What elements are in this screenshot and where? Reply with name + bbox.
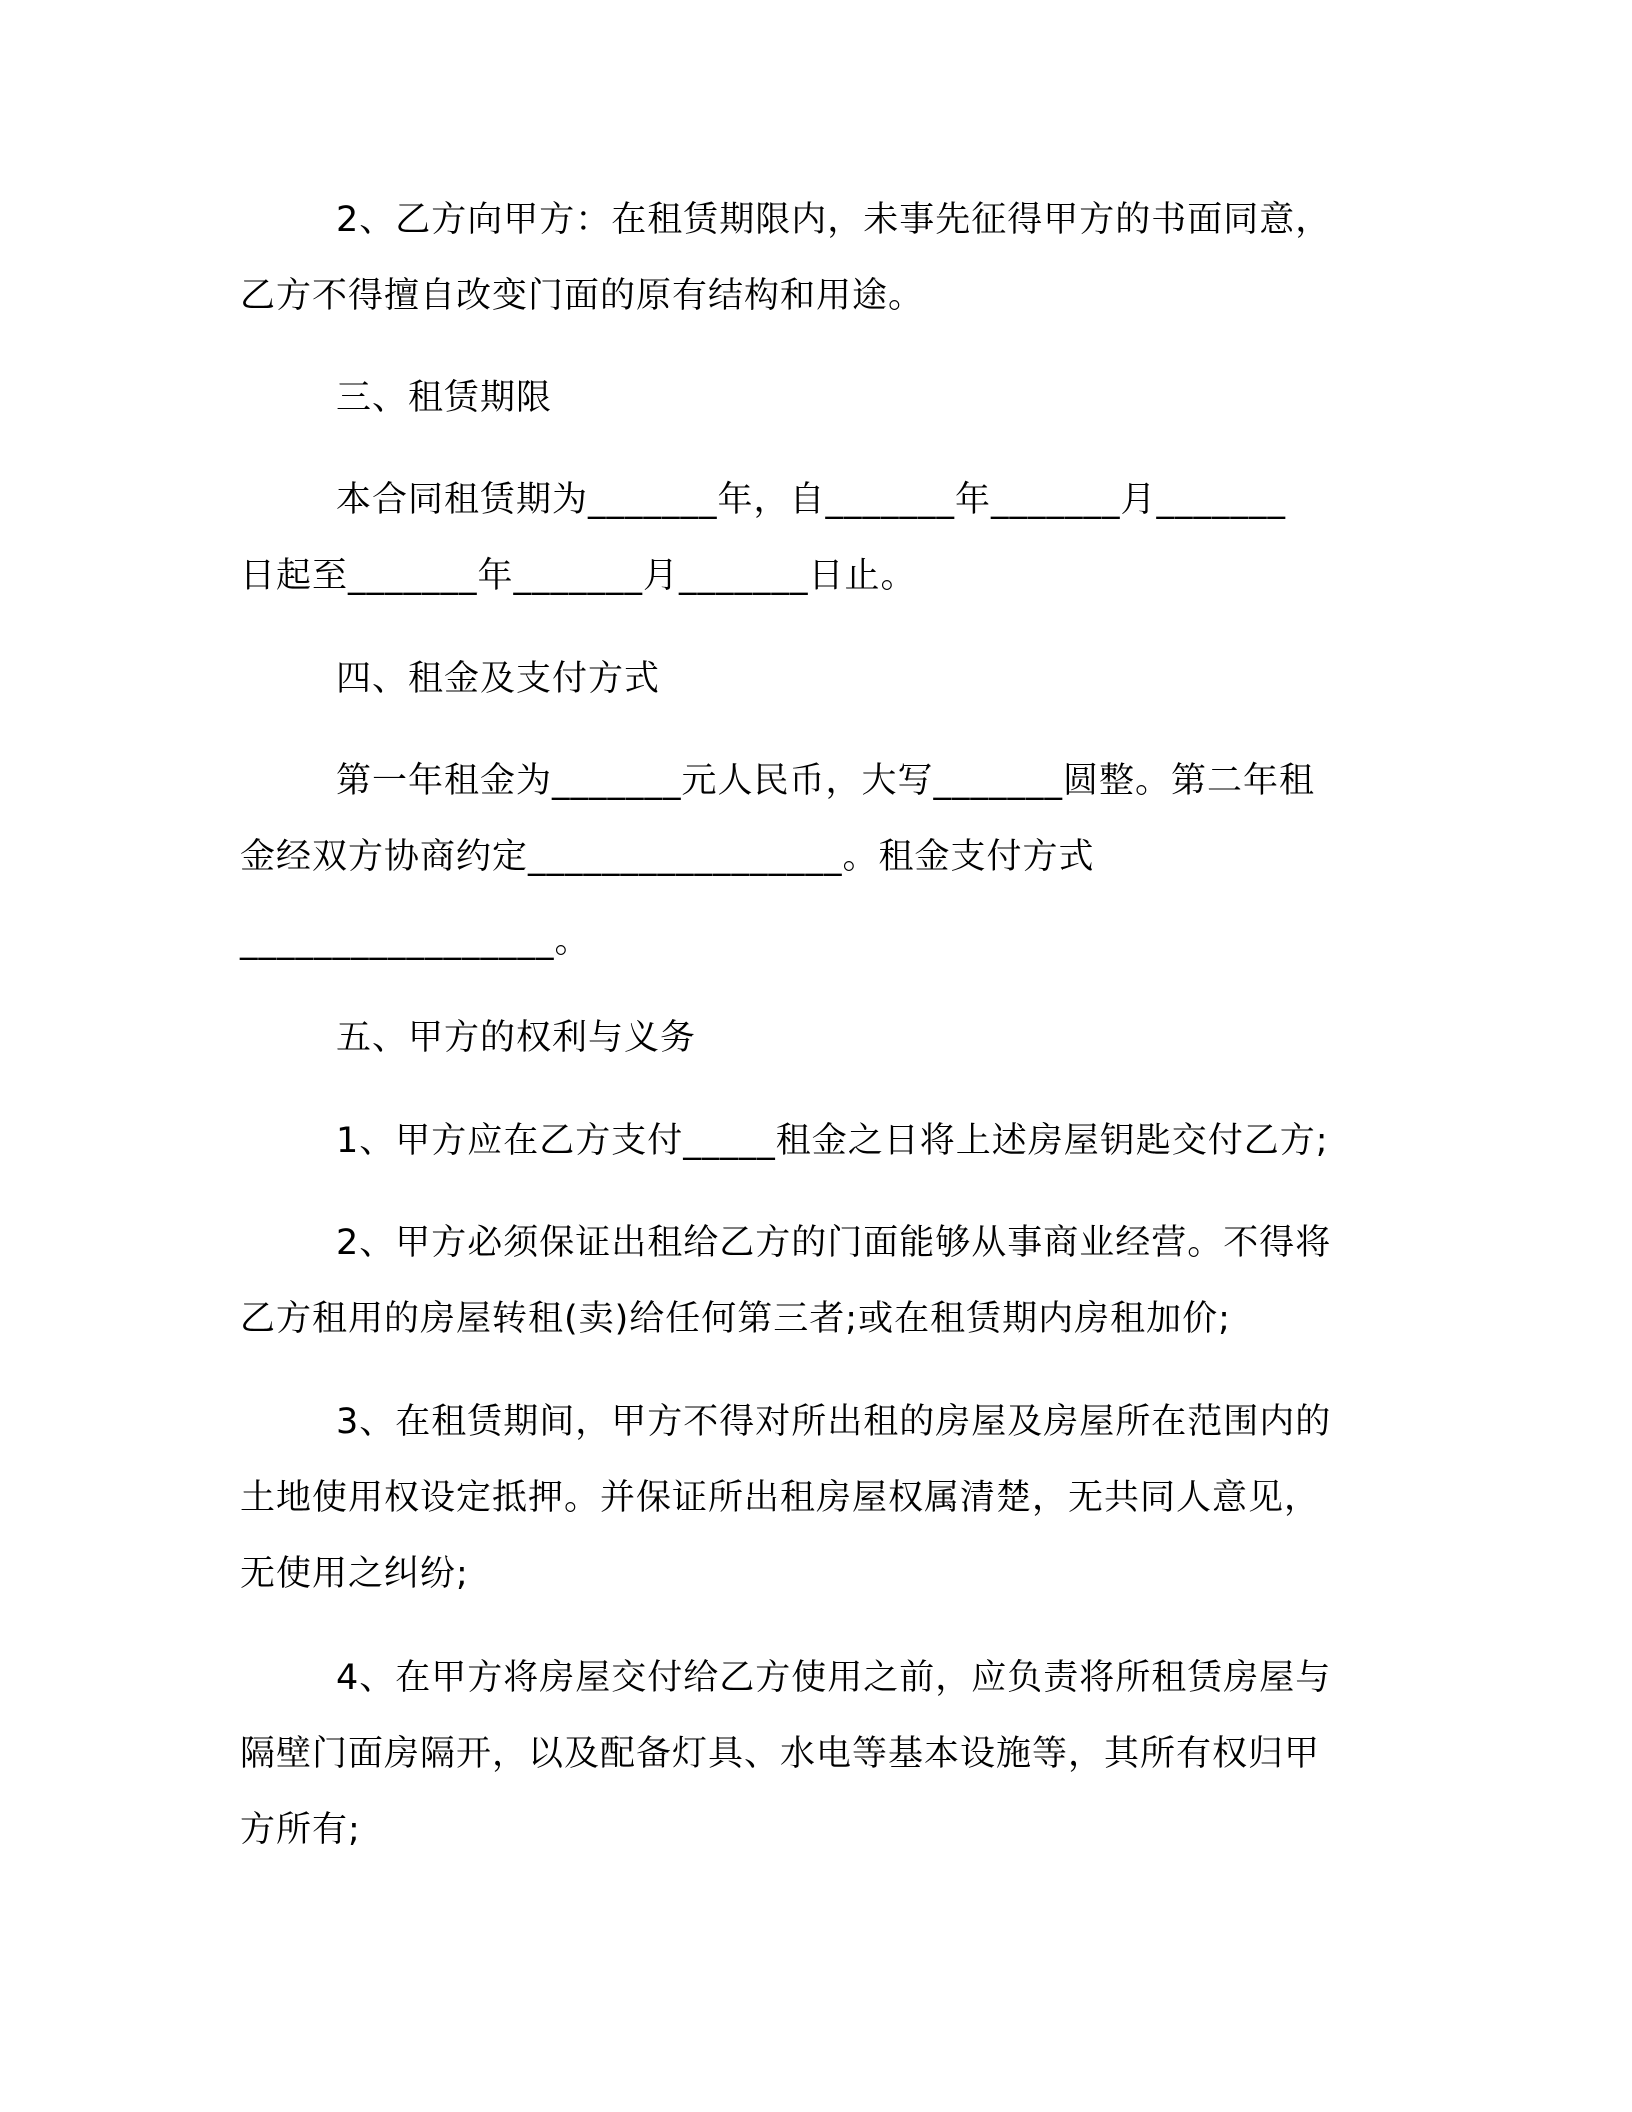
clause-2-line-1: 2、乙方向甲方：在租赁期限内，未事先征得甲方的书面同意， (336, 200, 1332, 240)
clause-5-2-line-2: 乙方租用的房屋转租(卖)给任何第三者;或在租赁期内房租加价; (240, 1299, 1231, 1339)
section-3-heading: 三、租赁期限 (336, 378, 553, 418)
term-line-1: 本合同租赁期为_______年，自_______年_______月_______ (336, 480, 1287, 520)
clause-5-3-line-3: 无使用之纠纷; (240, 1554, 469, 1594)
clause-5-4-line-3: 方所有; (240, 1810, 361, 1850)
section-5-heading: 五、甲方的权利与义务 (336, 1018, 697, 1058)
clause-5-2-line-1: 2、甲方必须保证出租给乙方的门面能够从事商业经营。不得将 (336, 1223, 1332, 1263)
clause-5-1: 1、甲方应在乙方支付_____租金之日将上述房屋钥匙交付乙方; (336, 1121, 1329, 1161)
clause-2-line-2: 乙方不得擅自改变门面的原有结构和用途。 (240, 276, 925, 316)
rent-line-1: 第一年租金为_______元人民币，大写_______圆整。第二年租 (336, 761, 1316, 801)
clause-5-4-line-2: 隔壁门面房隔开，以及配备灯具、水电等基本设施等，其所有权归甲 (240, 1734, 1321, 1774)
rent-line-2: 金经双方协商约定_________________。租金支付方式 (240, 837, 1095, 877)
rent-line-3: _________________。 (240, 921, 591, 961)
clause-5-3-line-2: 土地使用权设定抵押。并保证所出租房屋权属清楚，无共同人意见， (240, 1478, 1321, 1518)
section-4-heading: 四、租金及支付方式 (336, 659, 661, 699)
clause-5-3-line-1: 3、在租赁期间，甲方不得对所出租的房屋及房屋所在范围内的 (336, 1402, 1332, 1442)
clause-5-4-line-1: 4、在甲方将房屋交付给乙方使用之前，应负责将所租赁房屋与 (336, 1658, 1332, 1698)
term-line-2: 日起至_______年_______月_______日止。 (240, 556, 917, 596)
